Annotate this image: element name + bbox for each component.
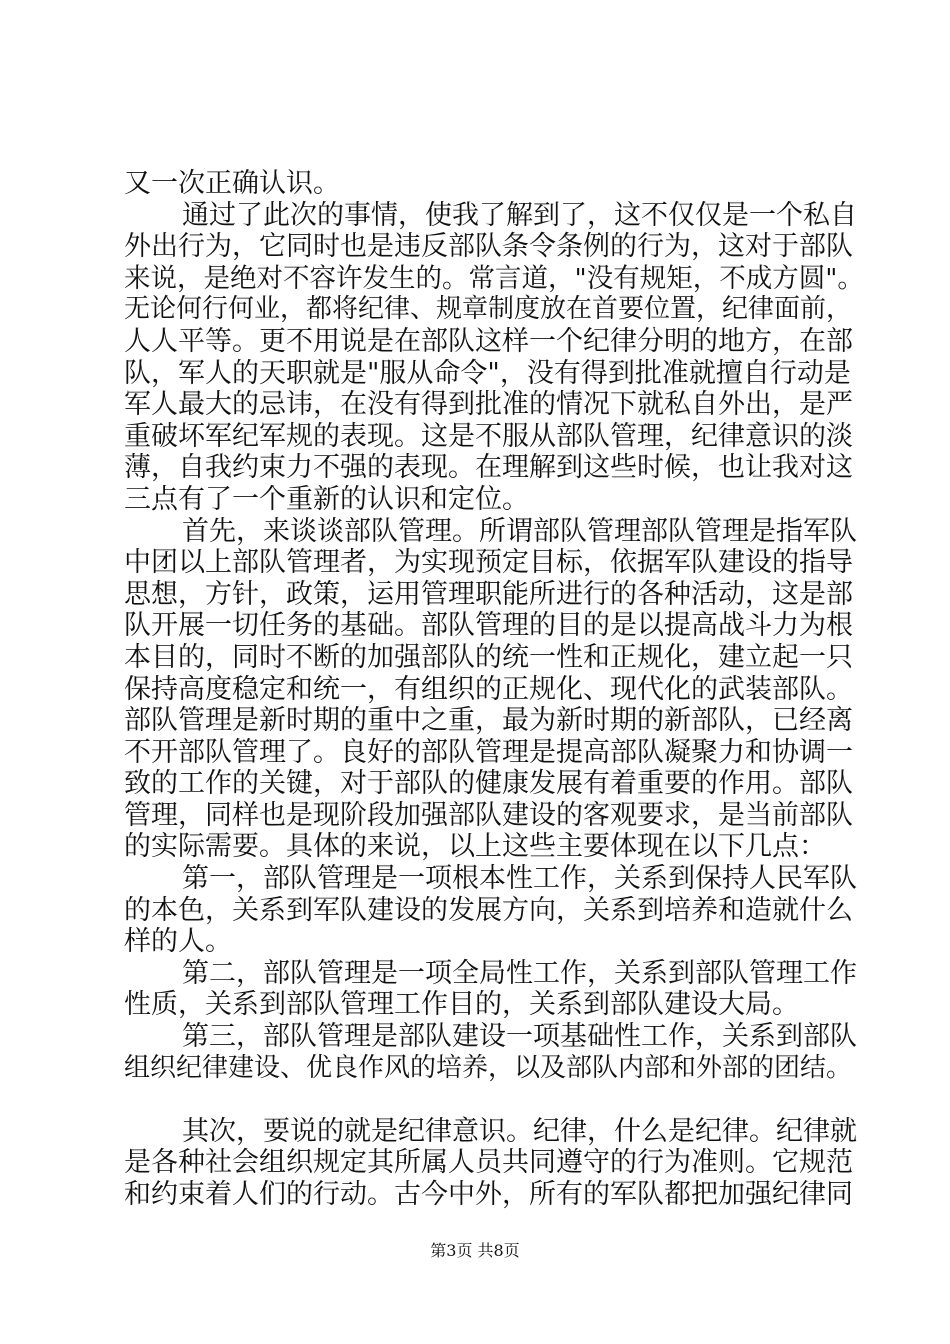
paragraph-first-line: 第一，部队管理是一项根本性工作，关系到保持人民军队 [182,863,857,895]
paragraph-first-line: 第三，部队管理是部队建设一项基础性工作，关系到部队 [182,1021,857,1053]
paragraph-first-line: 第二，部队管理是一项全局性工作，关系到部队管理工作 [182,957,857,989]
paragraph-first-line: 通过了此次的事情，使我了解到了，这不仅仅是一个私自 [182,199,857,231]
text-line: 思想，方针，政策，运用管理职能所进行的各种活动，这是部 [124,578,853,610]
text-line: 中团以上部队管理者，为实现预定目标，依据军队建设的指导 [124,547,853,579]
text-line: 无论何行何业，都将纪律、规章制度放在首要位置，纪律面前， [124,294,853,325]
text-line: 人人平等。更不用说是在部队这样一个纪律分明的地方，在部 [124,325,853,357]
text-line: 不开部队管理了。良好的部队管理是提高部队凝聚力和协调一 [124,736,853,768]
text-line: 又一次正确认识。 [124,168,340,199]
text-line: 性质，关系到部队管理工作目的，关系到部队建设大局。 [124,989,799,1021]
text-line: 薄，自我约束力不强的表现。在理解到这些时候，也让我对这 [124,452,853,484]
text-line: 军人最大的忌讳，在没有得到批准的情况下就私自外出，是严 [124,389,853,421]
text-line: 来说，是绝对不容许发生的。常言道，"没有规矩，不成方圆"。 [124,262,864,294]
text-line: 致的工作的关键，对于部队的健康发展有着重要的作用。部队 [124,768,853,800]
text-line: 部队管理是新时期的重中之重，最为新时期的新部队，已经离 [124,705,853,737]
document-body [124,168,864,1211]
text-line: 保持高度稳定和统一，有组织的正规化、现代化的武装部队。 [124,673,853,705]
text-line: 组织纪律建设、优良作风的培养，以及部队内部和外部的团结。 [124,1052,853,1083]
paragraph-first-line: 其次，要说的就是纪律意识。纪律，什么是纪律。纪律就 [182,1115,857,1147]
text-line: 队开展一切任务的基础。部队管理的目的是以提高战斗力为根 [124,610,853,642]
text-line: 是各种社会组织规定其所属人员共同遵守的行为准则。它规范 [124,1147,853,1179]
text-line: 管理，同样也是现阶段加强部队建设的客观要求，是当前部队 [124,799,853,831]
text-line: 本目的，同时不断的加强部队的统一性和正规化，建立起一只 [124,641,853,673]
text-line: 和约束着人们的行动。古今中外，所有的军队都把加强纪律同 [124,1179,853,1210]
text-line: 的本色，关系到军队建设的发展方向，关系到培养和造就什么 [124,894,853,926]
text-line: 的实际需要。具体的来说，以上这些主要体现在以下几点： [124,831,826,863]
text-line: 外出行为，它同时也是违反部队条令条例的行为，这对于部队 [124,231,853,263]
text-line: 重破坏军纪军规的表现。这是不服从部队管理，纪律意识的淡 [124,420,853,452]
text-line: 样的人。 [124,926,232,958]
paragraph-first-line: 首先，来谈谈部队管理。所谓部队管理部队管理是指军队 [182,515,857,547]
page-footer: 第3页 共8页 [430,1241,520,1260]
blank-line [124,1084,864,1116]
text-line: 三点有了一个重新的认识和定位。 [124,483,529,515]
text-line: 队，军人的天职就是"服从命令"，没有得到批准就擅自行动是 [124,357,851,389]
